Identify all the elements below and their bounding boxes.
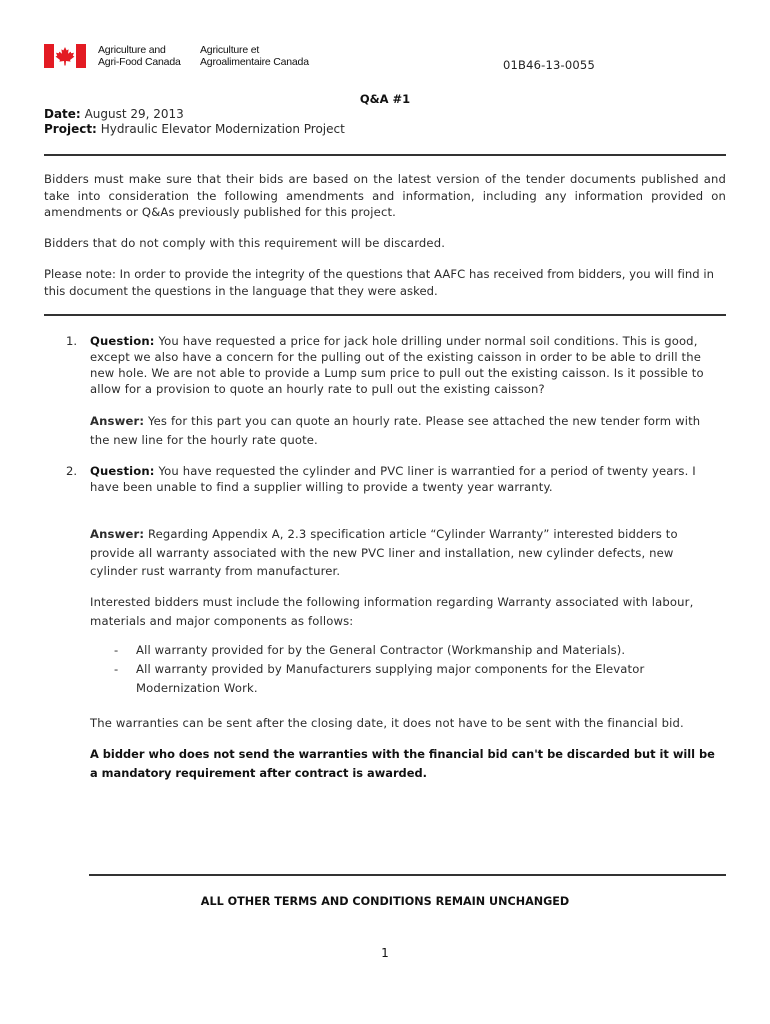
date-line: [44, 107, 184, 122]
bullet-marker: -: [114, 643, 119, 657]
question-text: You have requested the cylinder and PVC liner is warrantied for a period of twenty years. I have been unable to find a supplier willing to provide a twenty year warranty.: [90, 464, 696, 494]
answer-2: [90, 525, 720, 581]
intro-divider: [44, 314, 726, 316]
answer-1: [90, 412, 720, 449]
answer-label: Answer:: [90, 414, 145, 428]
intro-paragraph-2: Bidders that do not comply with this requirement will be discarded.: [44, 236, 446, 250]
department-name-english: [98, 44, 181, 68]
dept-en-line1: Agriculture and: [98, 44, 166, 56]
bullet-marker: -: [114, 662, 119, 676]
bullet-item: All warranty provided for by the General Contractor (Workmanship and Materials).: [136, 643, 626, 657]
answer-2-paragraph-2: Interested bidders must include the following information regarding Warranty associated with labour, materials and major components as follows:: [90, 595, 694, 628]
answer-label: Answer:: [90, 527, 145, 541]
header-divider: [44, 154, 726, 156]
item-number: 2.: [66, 464, 78, 478]
document-number: 01B46-13-0055: [503, 58, 595, 72]
question-2: [90, 463, 720, 495]
question-1: [90, 333, 720, 397]
answer-text: Yes for this part you can quote an hourly rate. Please see attached the new tender form with the new line for the hourly rate quote.: [90, 414, 701, 447]
dept-en-line2: Agri-Food Canada: [98, 56, 181, 68]
project-value: Hydraulic Elevator Modernization Project: [100, 122, 345, 136]
terms-unchanged-note: ALL OTHER TERMS AND CONDITIONS REMAIN UNCHANGED: [200, 895, 570, 908]
intro-paragraph-3: Please note: In order to provide the integrity of the questions that AAFC has received from bidders, you will find in this document the questions in the language that they were asked.: [44, 267, 715, 298]
answer-2-paragraph-3: The warranties can be sent after the closing date, it does not have to be sent with the financial bid.: [90, 716, 684, 730]
intro-paragraph-1: Bidders must make sure that their bids are based on the latest version of the tender documents published and take into consideration the following amendments and information, including any information provided on amendments or Q&As previously published for this project.: [44, 172, 726, 219]
department-name-french: [200, 44, 309, 68]
question-label: Question:: [90, 464, 155, 478]
answer-text: Regarding Appendix A, 2.3 specification article “Cylinder Warranty” interested bidders to provide all warranty associated with the new PVC liner and installation, new cylinder defects, new cylinder rust warranty from manufacturer.: [90, 527, 678, 578]
bullet-item: All warranty provided by Manufacturers supplying major components for the Elevator Modernization Work.: [136, 662, 645, 695]
item-number: 1.: [66, 334, 78, 348]
project-label: Project:: [44, 122, 97, 136]
question-text: You have requested a price for jack hole drilling under normal soil conditions. This is good, except we also have a concern for the pulling out of the existing caisson in order to be able to drill the new hole. We are not able to provide a Lump sum price to pull out the existing caisson. Is it possible to allow for a provision to quote an hourly rate to pull out the existing caisson?: [90, 334, 704, 396]
answer-2-bold-note: A bidder who does not send the warranties with the financial bid can't be discarded but it will be a mandatory requirement after contract is awarded.: [90, 747, 715, 780]
project-line: [44, 122, 345, 137]
dept-fr-line2: Agroalimentaire Canada: [200, 56, 309, 68]
date-value: August 29, 2013: [84, 107, 184, 121]
page-title: Q&A #1: [359, 92, 411, 106]
date-label: Date:: [44, 107, 81, 121]
dept-fr-line1: Agriculture et: [200, 44, 260, 56]
canada-flag-logo: [44, 44, 86, 68]
footer-divider: [89, 874, 726, 876]
question-label: Question:: [90, 334, 155, 348]
page-number: 1: [381, 946, 389, 960]
